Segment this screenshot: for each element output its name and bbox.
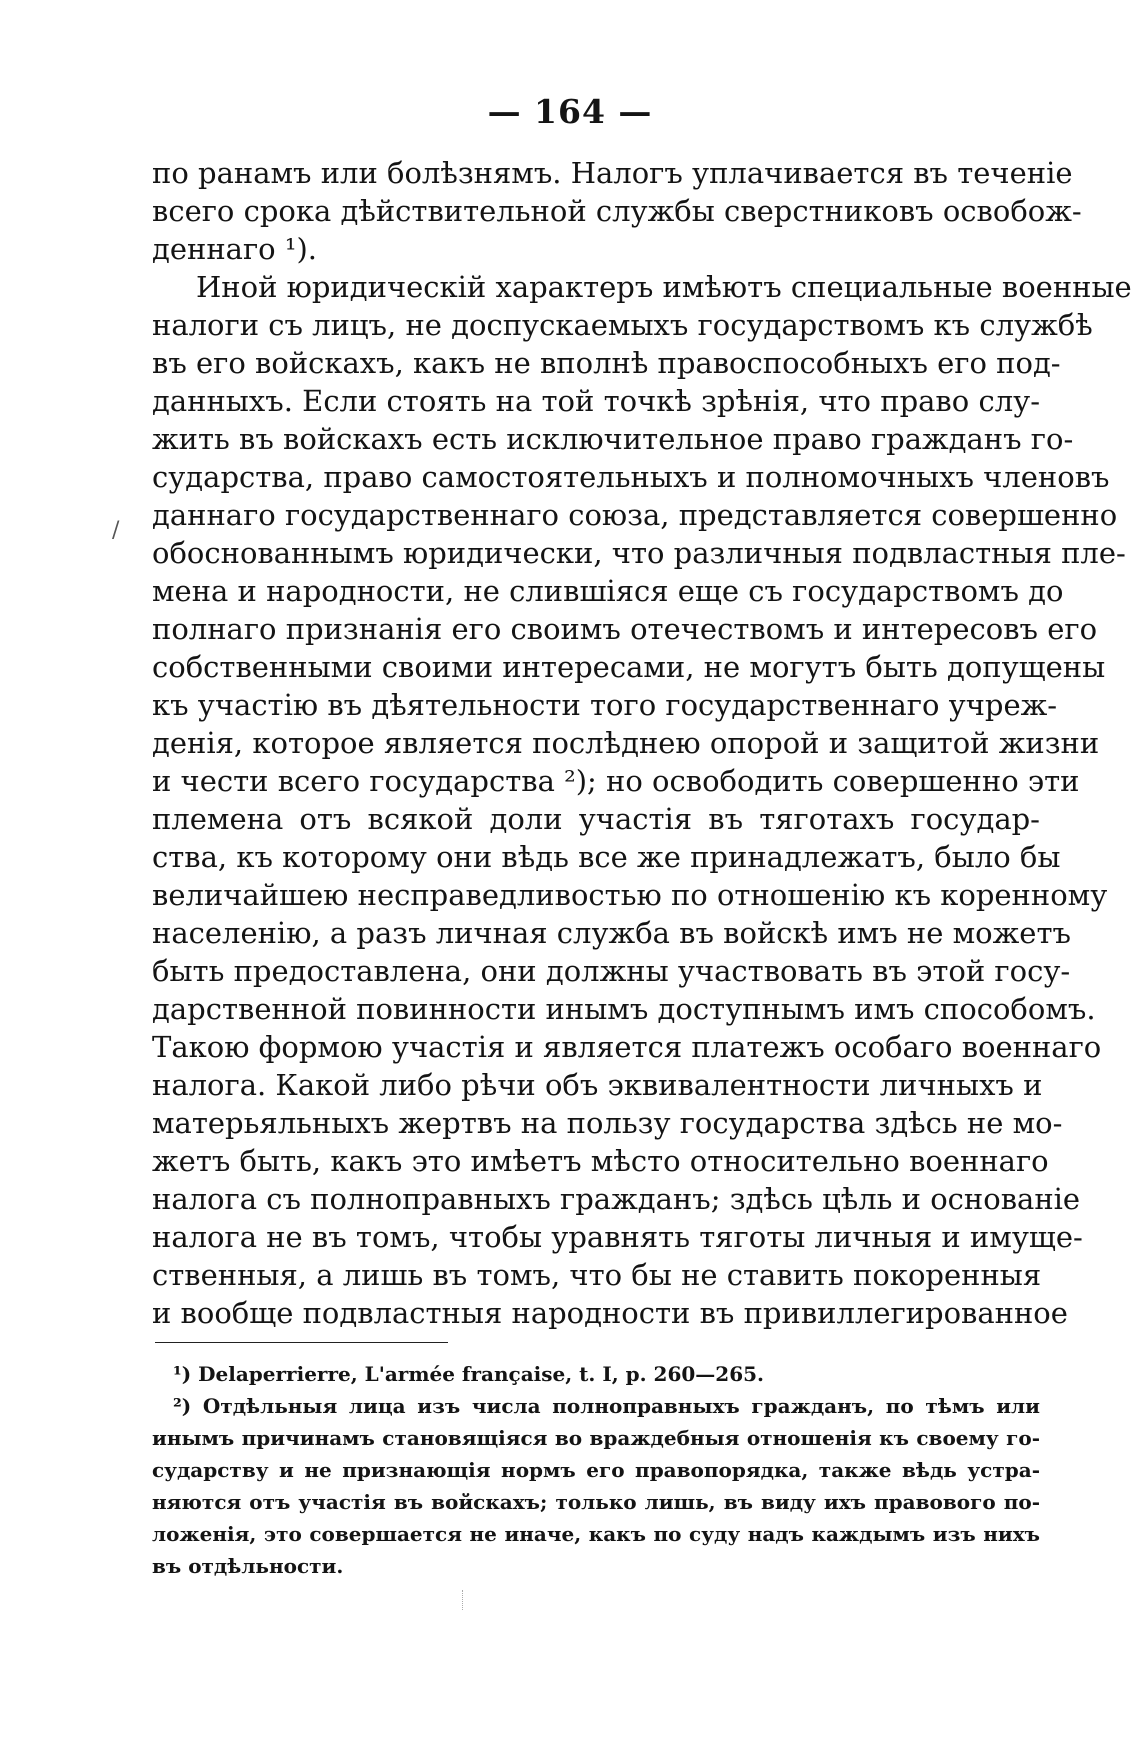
footnote-line: ¹) Delaperrierre, L'armée française, t. I, p. 260—265.: [173, 1362, 764, 1386]
body-line: племена отъ всякой доли участія въ тяготахъ государ-: [152, 802, 1040, 836]
body-line: матерьяльныхъ жертвъ на пользу государства здѣсь не мо-: [152, 1106, 1063, 1140]
margin-pencil-mark: /: [112, 518, 120, 543]
footnote-line: няются отъ участія въ войскахъ; только лишь, въ виду ихъ правового по-: [152, 1490, 1040, 1514]
body-line: жить въ войскахъ есть исключительное право гражданъ го-: [152, 422, 1074, 456]
footnote-line: въ отдѣльности.: [152, 1554, 344, 1578]
body-line: налога. Какой либо рѣчи объ эквивалентности личныхъ и: [152, 1068, 1043, 1102]
body-line: обоснованнымъ юридически, что различныя подвластныя пле-: [152, 536, 1126, 570]
body-line: налога не въ томъ, чтобы уравнять тяготы личныя и имуще-: [152, 1220, 1083, 1254]
body-line: данныхъ. Если стоять на той точкѣ зрѣнія, что право слу-: [152, 384, 1040, 418]
body-line: сударства, право самостоятельныхъ и полномочныхъ членовъ: [152, 460, 1110, 494]
body-line: ственныя, а лишь въ томъ, что бы не ставить покоренныя: [152, 1258, 1042, 1292]
body-line: быть предоставлена, они должны участвовать въ этой госу-: [152, 954, 1071, 988]
body-line: даннаго государственнаго союза, представляется совершенно: [152, 498, 1118, 532]
body-line: денія, которое является послѣднею опорой и защитой жизни: [152, 726, 1100, 760]
footnote-separator: [155, 1342, 448, 1343]
body-line: величайшею несправедливостью по отношенію къ коренному: [152, 878, 1108, 912]
body-line: по ранамъ или болѣзнямъ. Налогъ уплачивается въ теченіе: [152, 156, 1073, 190]
body-line: налоги съ лицъ, не доспускаемыхъ государствомъ къ службѣ: [152, 308, 1093, 342]
footnote-line: инымъ причинамъ становящіяся во враждебныя отношенія къ своему го-: [152, 1426, 1040, 1450]
body-line: и чести всего государства ²); но освободить совершенно эти: [152, 764, 1080, 798]
body-line: населенію, а разъ личная служба въ войскѣ имъ не можетъ: [152, 916, 1071, 950]
body-line: полнаго признанія его своимъ отечествомъ и интересовъ его: [152, 612, 1098, 646]
page-number: — 164 —: [487, 92, 653, 131]
body-line: къ участію въ дѣятельности того государственнаго учреж-: [152, 688, 1058, 722]
body-line: дарственной повинности инымъ доступнымъ имъ способомъ.: [152, 992, 1096, 1026]
body-line: ства, къ которому они вѣдь все же принадлежатъ, было бы: [152, 840, 1061, 874]
footnote-line: сударству и не признающія нормъ его правопорядка, также вѣдь устра-: [152, 1458, 1040, 1482]
body-line: въ его войскахъ, какъ не вполнѣ правоспособныхъ его под-: [152, 346, 1061, 380]
body-line: Такою формою участія и является платежъ особаго военнаго: [152, 1030, 1102, 1064]
body-line: налога съ полноправныхъ гражданъ; здѣсь цѣль и основаніе: [152, 1182, 1081, 1216]
footnote-line: ложенія, это совершается не иначе, какъ по суду надъ каждымъ изъ нихъ: [152, 1522, 1040, 1546]
body-line: Иной юридическій характеръ имѣютъ специальные военные: [196, 270, 1132, 304]
body-line: собственными своими интересами, не могутъ быть допущены: [152, 650, 1106, 684]
body-line: всего срока дѣйствительной службы сверстниковъ освобож-: [152, 194, 1082, 228]
body-line: мена и народности, не слившіяся еще съ государствомъ до: [152, 574, 1064, 608]
footnote-line: ²) Отдѣльныя лица изъ числа полноправныхъ гражданъ, по тѣмъ или: [173, 1394, 1040, 1418]
body-line: и вообще подвластныя народности въ привиллегированное: [152, 1296, 1068, 1330]
scan-speck: [462, 1590, 465, 1610]
body-line: деннаго ¹).: [152, 232, 317, 266]
body-line: жетъ быть, какъ это имѣетъ мѣсто относительно военнаго: [152, 1144, 1049, 1178]
